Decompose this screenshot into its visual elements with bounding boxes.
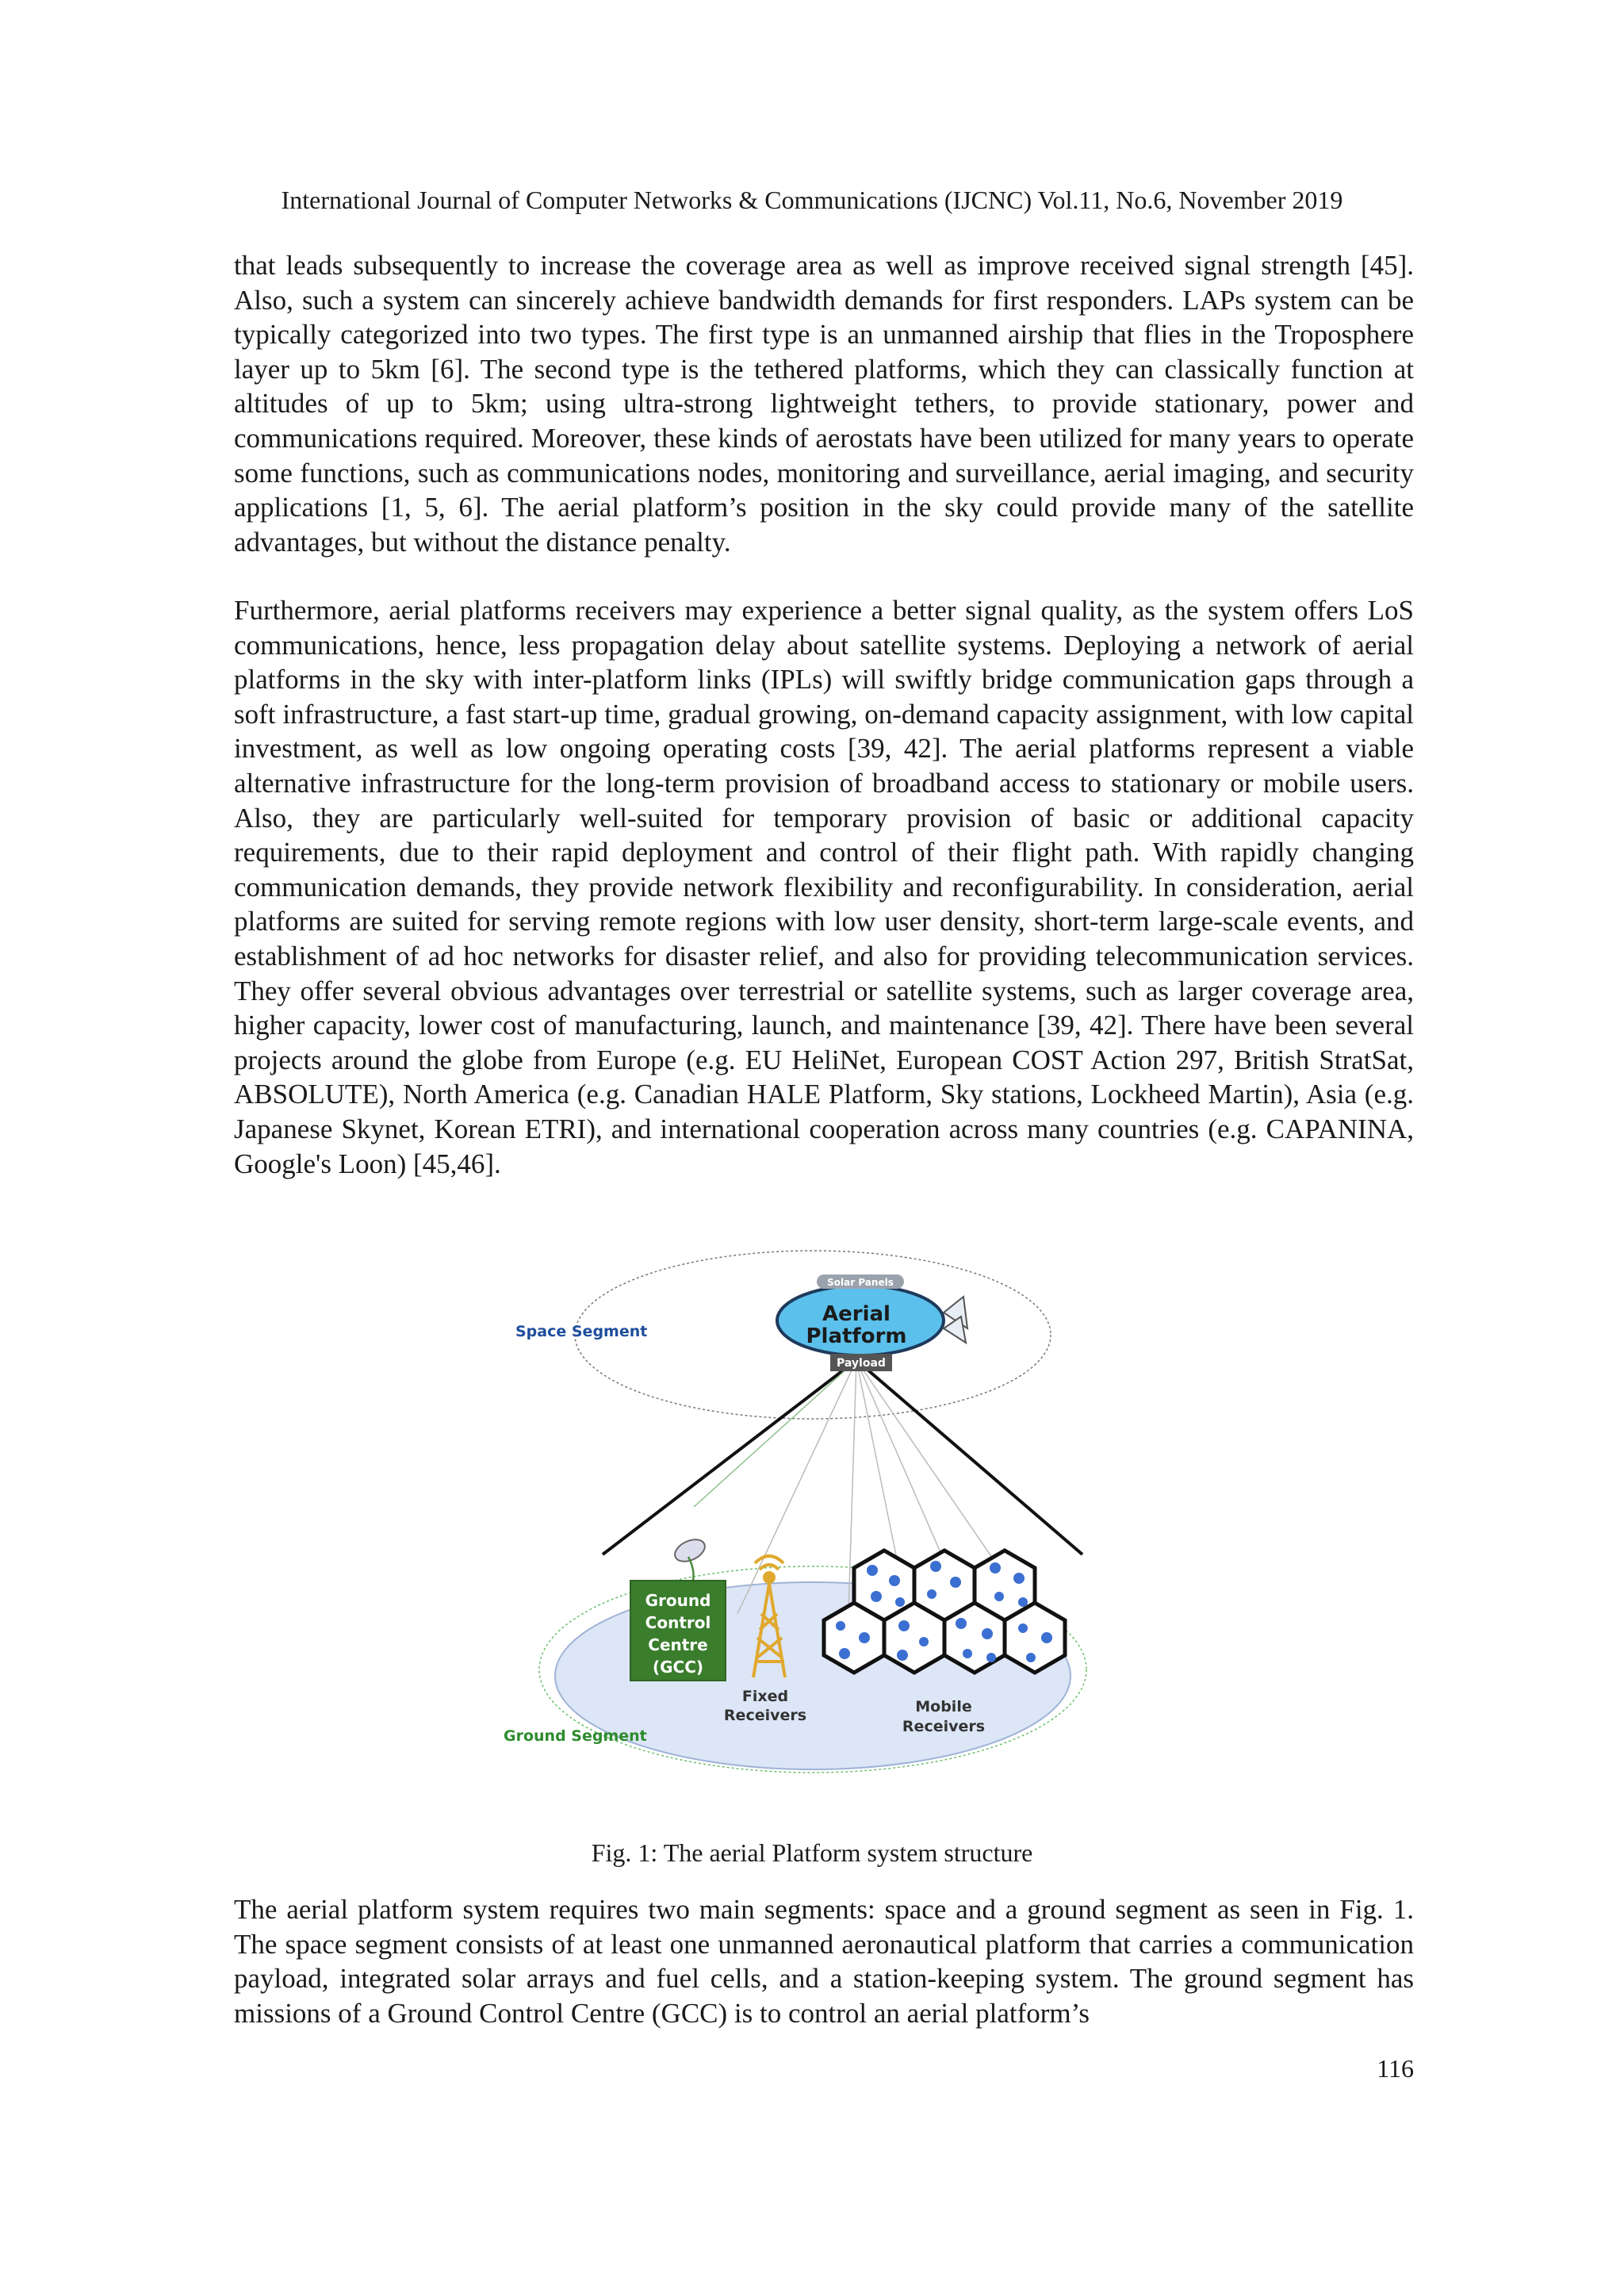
solar-panels-label: Solar Panels (827, 1277, 894, 1288)
figure-1-diagram (476, 1241, 1094, 1780)
gcc-label-line2: Control (645, 1613, 711, 1632)
payload-label: Payload (837, 1357, 886, 1370)
page-number: 116 (1377, 2054, 1414, 2083)
figure-caption: Fig. 1: The aerial Platform system structure (591, 1838, 1033, 1867)
platform-label: Platform (806, 1324, 907, 1348)
aerial-label: Aerial (822, 1302, 891, 1326)
gcc-label-line4: (GCC) (652, 1658, 704, 1677)
fixed-receivers-label-line1: Fixed (741, 1688, 789, 1705)
space-segment-label: Space Segment (515, 1323, 648, 1340)
paragraph-text: Furthermore, aerial platforms receivers may experience a better signal quality, as the system offers LoS communications, hence, less propagation delay about satellite systems. Deploying a network of aerial platforms in the sky with inter-platform links (IPLs) will swiftly bridge communication gaps through a soft infrastructure, a fast start-up time, gradual growing, on-demand capacity assignment, with low capital investment, as well as low ongoing operating costs [39, 42]. The aerial platforms represent a viable alternative infrastructure for the long-term provision of broadband access to stationary or mobile users. Also, they are particularly well-suited for temporary provision of basic or additional capacity requirements, due to their rapid deployment and control of their flight path. With rapidly changing communication demands, they provide network flexibility and reconfigurability. In consideration, aerial platforms are suited for serving remote regions with low user density, short-term large-scale events, and establishment of ad hoc networks for disaster relief, and also for providing telecommunication services. They offer several obvious advantages over terrestrial or satellite systems, such as larger coverage area, higher capacity, lower cost of manufacturing, launch, and maintenance [39, 42]. There have been several projects around the globe from Europe (e.g. EU HeliNet, European COST Action 297, British StratSat, ABSOLUTE), North America (e.g. Canadian HALE Platform, Sky stations, Lockheed Martin), Asia (e.g. Japanese Skynet, Korean ETRI), and international cooperation across many countries (e.g. CAPANINA, Google's Loon) [45,46]. (234, 595, 1414, 1179)
gcc-label-line3: Centre (648, 1635, 708, 1654)
mobile-receivers-label-line2: Receivers (902, 1718, 986, 1735)
body-paragraph-2 (234, 593, 1414, 1181)
gcc-label-line1: Ground (645, 1591, 711, 1610)
paragraph-text: The aerial platform system requires two main segments: space and a ground segment as seen in Fig. 1. The space segment consists of at least one unmanned aeronautical platform that carries a communication payload, integrated solar arrays and fuel cells, and a station-keeping system. The ground segment has missions of a Ground Control Centre (GCC) is to control an aerial platform’s (234, 1894, 1414, 2029)
body-paragraph-3 (234, 1892, 1414, 2030)
fixed-receivers-label-line2: Receivers (723, 1707, 807, 1724)
mobile-receivers-label-line1: Mobile (915, 1698, 972, 1715)
body-paragraph-1 (234, 248, 1414, 559)
running-header: International Journal of Computer Networks & Communications (IJCNC) Vol.11, No.6, November 2019 (281, 186, 1343, 214)
ground-segment-label: Ground Segment (504, 1727, 647, 1745)
paragraph-text: that leads subsequently to increase the coverage area as well as improve received signal strength [45]. Also, such a system can sincerely achieve bandwidth demands for first responders. LAPs system can be typically categorized into two types. The first type is an unmanned airship that flies in the Troposphere layer up to 5km [6]. The second type is the tethered platforms, which they can classically function at altitudes of up to 5km; using ultra-strong lightweight tethers, to provide stationary, power and communications required. Moreover, these kinds of aerostats have been utilized for many years to operate some functions, such as communications nodes, monitoring and surveillance, aerial imaging, and security applications [1, 5, 6]. The aerial platform’s position in the sky could provide many of the satellite advantages, but without the distance penalty. (234, 250, 1414, 558)
